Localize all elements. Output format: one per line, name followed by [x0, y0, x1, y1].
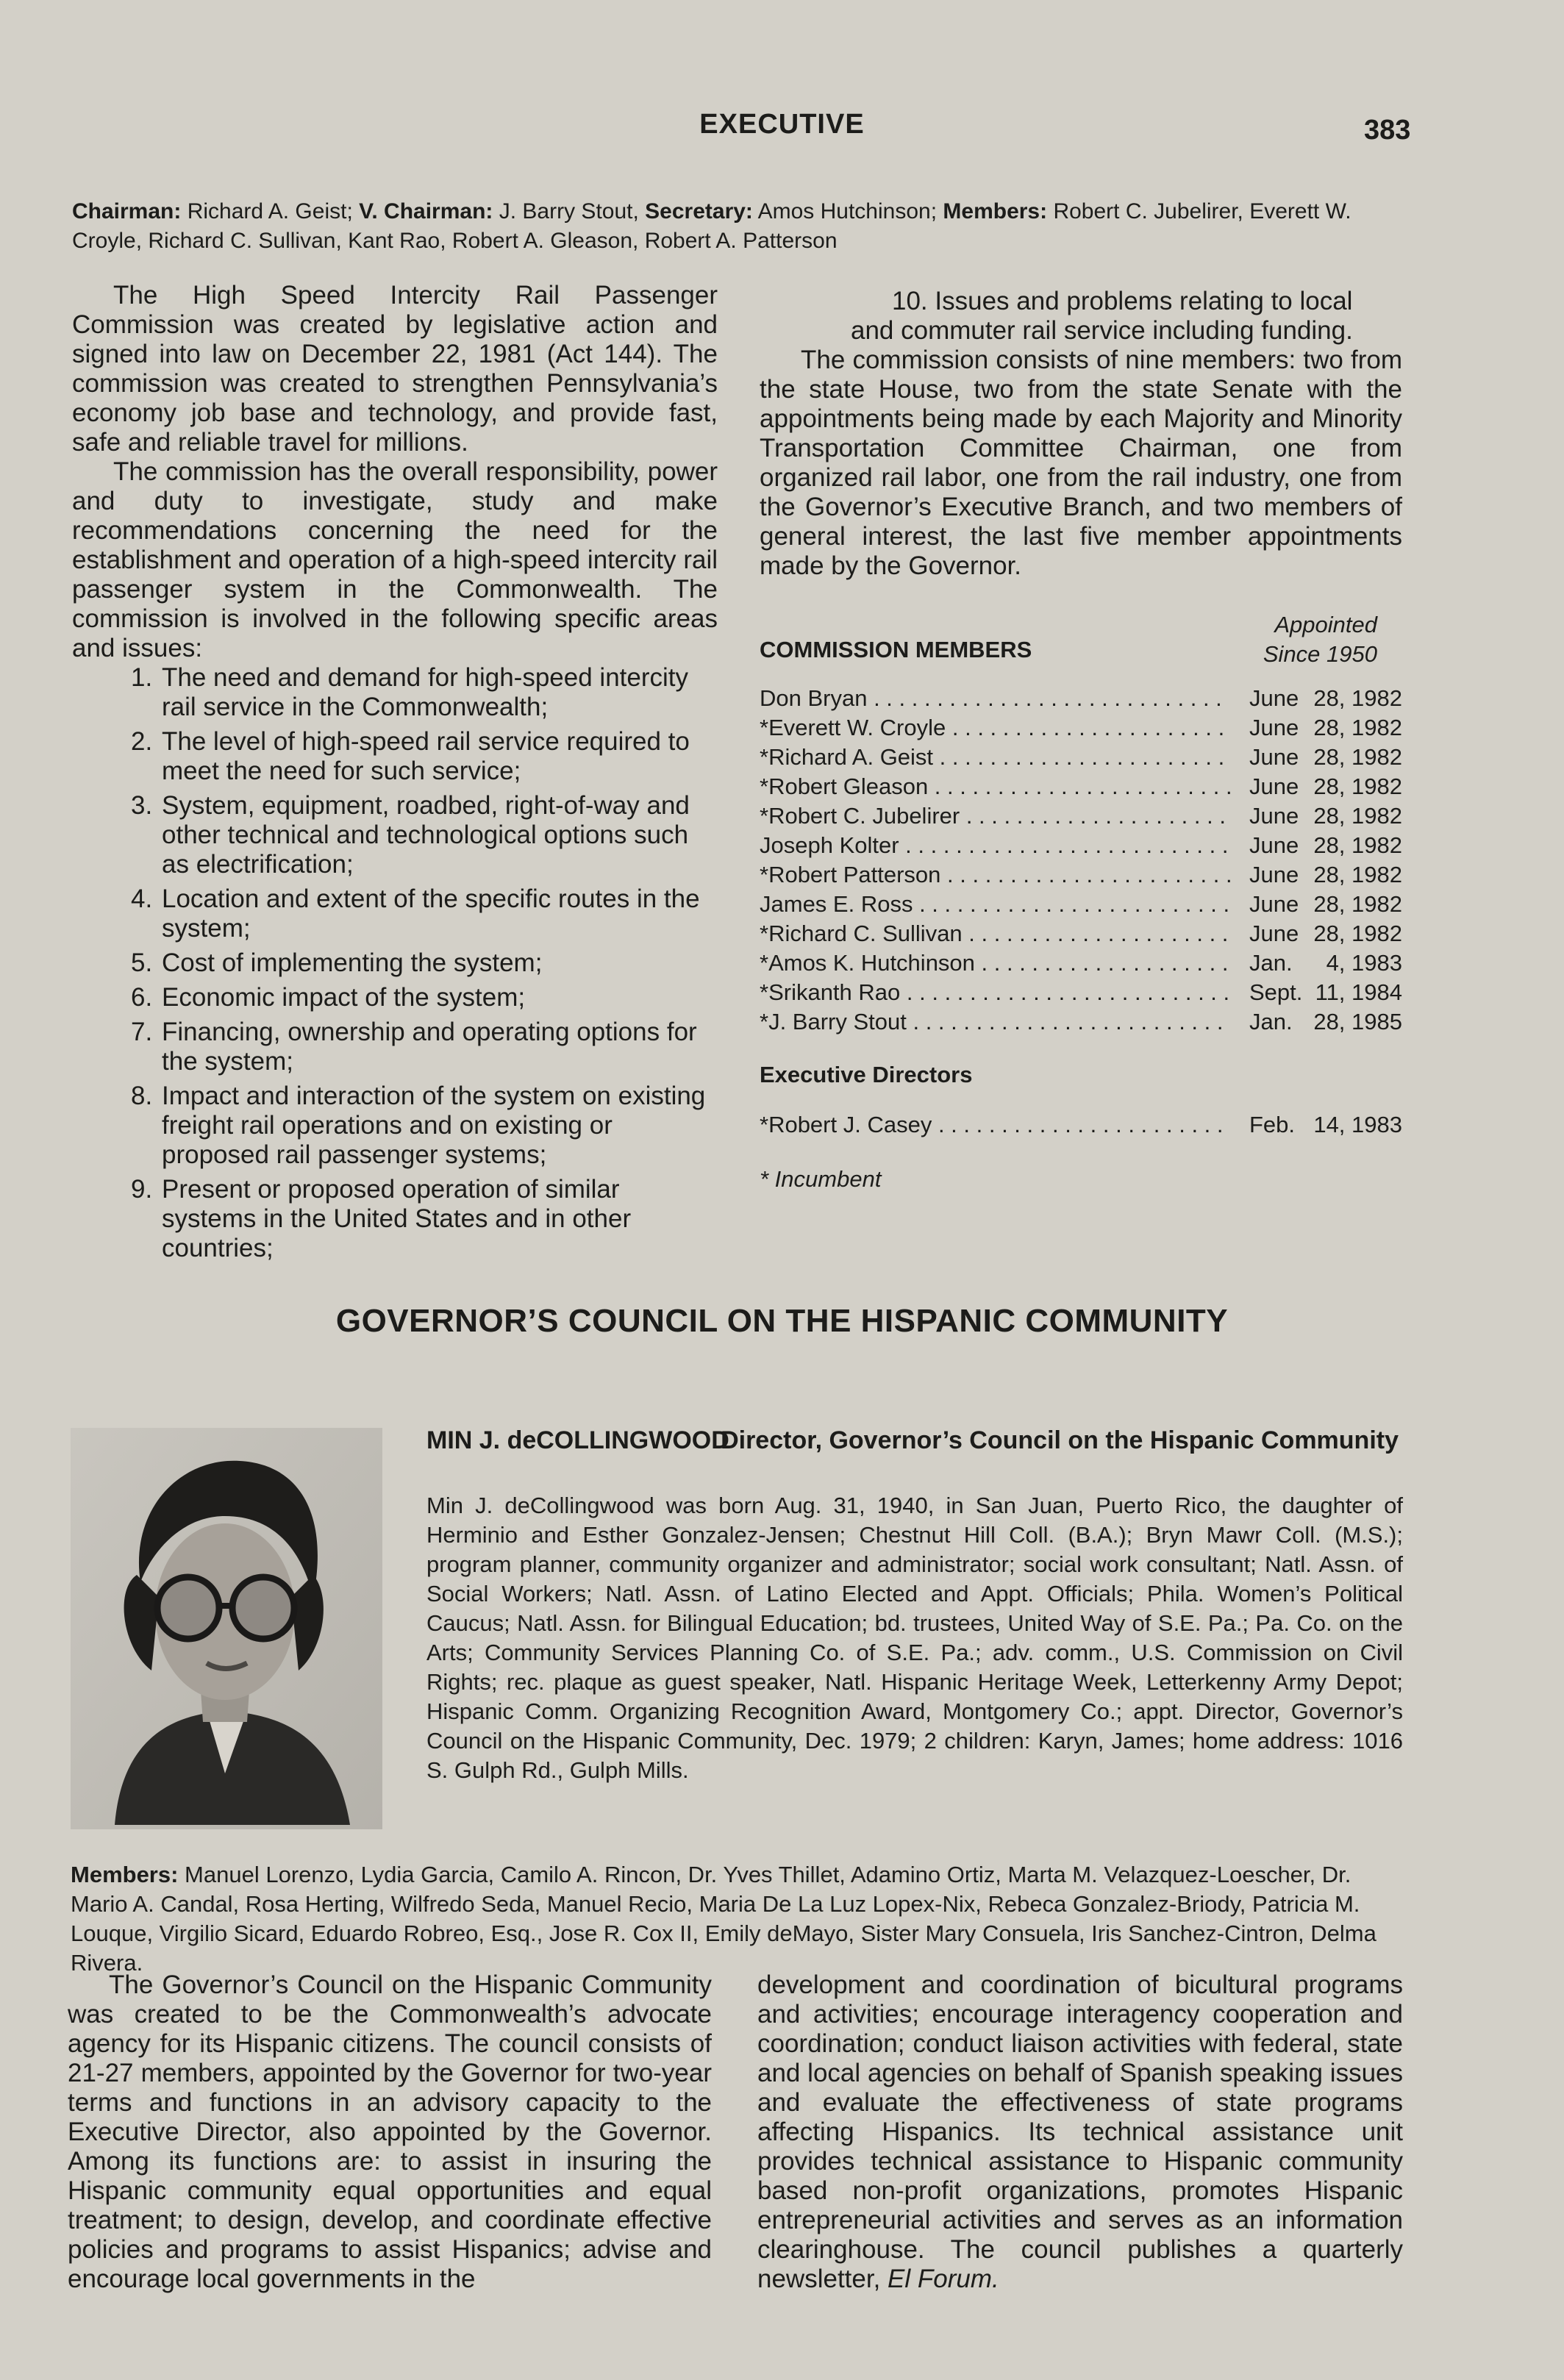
- table-row: [760, 1110, 1402, 1140]
- member-month: June: [1245, 890, 1299, 919]
- table-row: [760, 1007, 1402, 1037]
- council-paragraph-text: development and coordination of bicultural programs and activities; encourage interagency cooperation and coordination; conduct liaison activities with federal, state and local agencies on behalf of Spanish speaking issues and evaluate the effectiveness of state programs affecting Hispanics. Its technical assistance unit provides technical assistance to Hispanic community based non-profit organizations, promotes Hispanic entrepreneurial activities and serves as an information clearinghouse. The council publishes a quarterly newsletter,: [757, 1970, 1403, 2293]
- member-month: June: [1245, 684, 1299, 713]
- council-paragraph: The Governor’s Council on the Hispanic Community was created to be the Commonwealth’s advocate agency for its Hispanic citizens. The council consists of 21-27 members, appointed by the Governor for two-year terms and functions in an advisory capacity to the Executive Director, also appointed by the Governor. Among its functions are: to assist in insuring the Hispanic community equal opportunities and equal treatment; to design, develop, and coordinate effective policies and programs to assist Hispanics; advise and encourage local governments in the: [68, 1970, 712, 2293]
- commission-paragraph: The commission consists of nine members: two from the state House, two from the state Senate with the appointments being made by each Majority and Minority Transportation Committee Chairman, one from organized rail labor, one from the rail industry, one from the Governor’s Executive Branch, and two members of general interest, the last five member appointments made by the Governor.: [760, 346, 1402, 580]
- table-row: [760, 831, 1402, 860]
- section-title: GOVERNOR’S COUNCIL ON THE HISPANIC COMMUNITY: [335, 1303, 1229, 1339]
- list-number: 6.: [131, 983, 153, 1012]
- list-number: 5.: [131, 948, 153, 977]
- list-item: [72, 948, 718, 978]
- list-number: 1.: [131, 663, 153, 692]
- incumbent-note: * Incumbent: [760, 1166, 882, 1192]
- list-item-10: 10. Issues and problems relating to local and commuter rail service including funding.: [851, 287, 1353, 345]
- member-name: Don Bryan . . .: [760, 684, 1230, 713]
- page-number: 383: [1364, 115, 1411, 146]
- director-name: MIN J. deCOLLINGWOOD: [426, 1426, 729, 1454]
- table-row: [760, 684, 1402, 713]
- member-name: Joseph Kolter . . .: [760, 831, 1230, 860]
- director-date: 14, 1983: [1313, 1112, 1402, 1137]
- officer-names: Robert C. Jubelirer, Everett W. Croyle, Richard C. Sullivan, Kant Rao, Robert A. Gleason, Robert A. Patterson: [72, 199, 1351, 253]
- table-row: [760, 713, 1402, 743]
- member-date: 28, 1982: [1313, 715, 1402, 740]
- council-text-right: [757, 1970, 1403, 2294]
- commission-officers: [72, 197, 1403, 256]
- member-name: *Richard C. Sullivan . . .: [760, 919, 1230, 948]
- member-name: *Amos K. Hutchinson . . .: [760, 948, 1230, 978]
- list-number: 8.: [131, 1082, 153, 1110]
- table-row: [760, 860, 1402, 890]
- member-date: 28, 1982: [1313, 921, 1402, 946]
- director-month: Feb.: [1245, 1110, 1295, 1140]
- appointed-line: Appointed: [1274, 612, 1377, 637]
- member-name: *Robert C. Jubelirer . . .: [760, 801, 1230, 831]
- director-bio: Min J. deCollingwood was born Aug. 31, 1940, in San Juan, Puerto Rico, the daughter of Herminio and Esther Gonzalez-Jensen; Chestnut Hill Coll. (B.A.); Bryn Mawr Coll. (M.S.); program planner, community organizer and administrator; social work consultant; Natl. Assn. of Social Workers; Natl. Assn. of Latino Elected and Appt. Officials; Phila. Women’s Political Caucus; Natl. Assn. for Bilingual Education; bd. trustees, United Way of S.E. Pa.; Pa. Co. on the Arts; Community Services Planning Co. of S.E. Pa.; adv. comm., U.S. Commission on Civil Rights; rec. plaque as guest speaker, Natl. Hispanic Heritage Week, Letterkenny Army Depot; Hispanic Comm. Organizing Recognition Award, Montgomery Co.; appt. Director, Governor’s Council on the Hispanic Community, Dec. 1979; 2 children: Karyn, James; home address: 1016 S. Gulph Rd., Gulph Mills.: [426, 1493, 1403, 1783]
- member-date: 28, 1982: [1313, 891, 1402, 917]
- newsletter-name: El Forum.: [888, 2265, 999, 2293]
- member-date: 28, 1982: [1313, 744, 1402, 770]
- list-number: 9.: [131, 1175, 153, 1204]
- table-row: [760, 772, 1402, 801]
- list-number: 3.: [131, 791, 153, 820]
- table-heading: COMMISSION MEMBERS: [760, 637, 1032, 662]
- officer-names: Richard A. Geist;: [181, 199, 360, 224]
- list-item: [72, 885, 718, 943]
- table-row: [760, 919, 1402, 948]
- list-number: 7.: [131, 1018, 153, 1046]
- list-text: Impact and interaction of the system on existing freight rail operations and on existing or proposed rail passenger systems;: [162, 1082, 706, 1169]
- commission-paragraph: The High Speed Intercity Rail Passenger Commission was created by legislative action and signed into law on December 22, 1981 (Act 144). The commission was created to strengthen Pennsylvania’s economy job base and technology, and provide fast, safe and reliable travel for millions.: [72, 281, 718, 457]
- council-paragraph: [757, 1970, 1403, 2294]
- list-text: Economic impact of the system;: [162, 983, 526, 1012]
- table-row: [760, 743, 1402, 772]
- director-portrait: [71, 1428, 382, 1829]
- member-date: 28, 1982: [1313, 773, 1402, 799]
- list-text: The need and demand for high-speed intercity rail service in the Commonwealth;: [162, 663, 689, 721]
- member-name: *Robert Patterson . . .: [760, 860, 1230, 890]
- member-month: June: [1245, 860, 1299, 890]
- member-month: June: [1245, 772, 1299, 801]
- member-month: June: [1245, 801, 1299, 831]
- list-item: [72, 727, 718, 786]
- officer-role: V. Chairman:: [359, 199, 493, 224]
- member-month: June: [1245, 743, 1299, 772]
- member-name: *Richard A. Geist . . .: [760, 743, 1230, 772]
- appointed-line: Since 1950: [1263, 641, 1377, 667]
- director-title: Director, Governor’s Council on the Hispanic Community: [721, 1426, 1399, 1454]
- list-text: System, equipment, roadbed, right-of-way and other technical and technological options such as electrification;: [162, 791, 690, 879]
- officer-role: Secretary:: [645, 199, 753, 224]
- table-row: [760, 801, 1402, 831]
- member-month: Jan.: [1245, 948, 1293, 978]
- commission-members-table: [760, 610, 1402, 1193]
- list-number: 2.: [131, 727, 153, 756]
- list-item: [72, 1018, 718, 1076]
- areas-list: [72, 663, 718, 1263]
- appointed-heading: [1263, 610, 1377, 669]
- member-name: *J. Barry Stout . . .: [760, 1007, 1230, 1037]
- commission-text-left: [72, 281, 718, 1268]
- list-text: Cost of implementing the system;: [162, 948, 543, 977]
- table-row: [760, 948, 1402, 978]
- officer-names: J. Barry Stout,: [493, 199, 646, 224]
- member-name: *Srikanth Rao . . .: [760, 978, 1230, 1007]
- list-number: 4.: [131, 885, 153, 913]
- council-members: [71, 1860, 1403, 1978]
- officer-role: Chairman:: [72, 199, 182, 224]
- list-item: [72, 983, 718, 1012]
- table-row: [760, 890, 1402, 919]
- member-date: 28, 1982: [1313, 803, 1402, 829]
- member-date: 28, 1982: [1313, 832, 1402, 858]
- member-month: June: [1245, 919, 1299, 948]
- officer-role: Members:: [943, 199, 1048, 224]
- member-month: Sept.: [1245, 978, 1302, 1007]
- member-date: 28, 1985: [1313, 1009, 1402, 1034]
- list-text: The level of high-speed rail service required to meet the need for such service;: [162, 727, 690, 785]
- member-month: Jan.: [1245, 1007, 1293, 1037]
- list-item: [72, 663, 718, 722]
- list-item: [72, 1082, 718, 1170]
- table-header: [760, 610, 1402, 669]
- member-month: June: [1245, 831, 1299, 860]
- list-text: Location and extent of the specific routes in the system;: [162, 885, 700, 943]
- director-name: *Robert J. Casey . . .: [760, 1110, 1230, 1140]
- member-date: 11, 1984: [1315, 979, 1402, 1005]
- commission-paragraph: The commission has the overall responsibility, power and duty to investigate, study and make recommendations concerning the need for the establishment and operation of a high-speed intercity rail passenger system in the Commonwealth. The commission is involved in the following specific areas and issues:: [72, 457, 718, 662]
- list-item: [72, 791, 718, 879]
- member-name: *Everett W. Croyle . . .: [760, 713, 1230, 743]
- officer-names: Amos Hutchinson;: [752, 199, 943, 224]
- list-item: [72, 1175, 718, 1263]
- member-date: 28, 1982: [1313, 685, 1402, 711]
- list-text: Financing, ownership and operating options for the system;: [162, 1018, 697, 1076]
- council-text-left: [68, 1970, 712, 2294]
- commission-text-right: [760, 287, 1402, 581]
- member-date: 28, 1982: [1313, 862, 1402, 887]
- exec-directors-heading: Executive Directors: [760, 1062, 973, 1087]
- portrait-image: [71, 1428, 382, 1829]
- running-head: EXECUTIVE: [699, 109, 865, 140]
- table-row: [760, 978, 1402, 1007]
- member-name: James E. Ross . . .: [760, 890, 1230, 919]
- members-label: Members:: [71, 1862, 179, 1887]
- member-name: *Robert Gleason . . .: [760, 772, 1230, 801]
- members-list: Manuel Lorenzo, Lydia Garcia, Camilo A. Rincon, Dr. Yves Thillet, Adamino Ortiz, Marta M. Velazquez-Loescher, Dr. Mario A. Candal, Rosa Herting, Wilfredo Seda, Manuel Recio, Maria De La Luz Lopex-Nix, Rebeca Gonzalez-Briody, Patricia M. Louque, Virgilio Sicard, Eduardo Robreo, Esq., Jose R. Cox II, Emily deMayo, Sister Mary Consuela, Iris Sanchez-Cintron, Delma Rivera.: [71, 1862, 1376, 1976]
- list-text: Present or proposed operation of similar systems in the United States and in other countries;: [162, 1175, 632, 1262]
- member-month: June: [1245, 713, 1299, 743]
- member-date: 4, 1983: [1326, 950, 1402, 976]
